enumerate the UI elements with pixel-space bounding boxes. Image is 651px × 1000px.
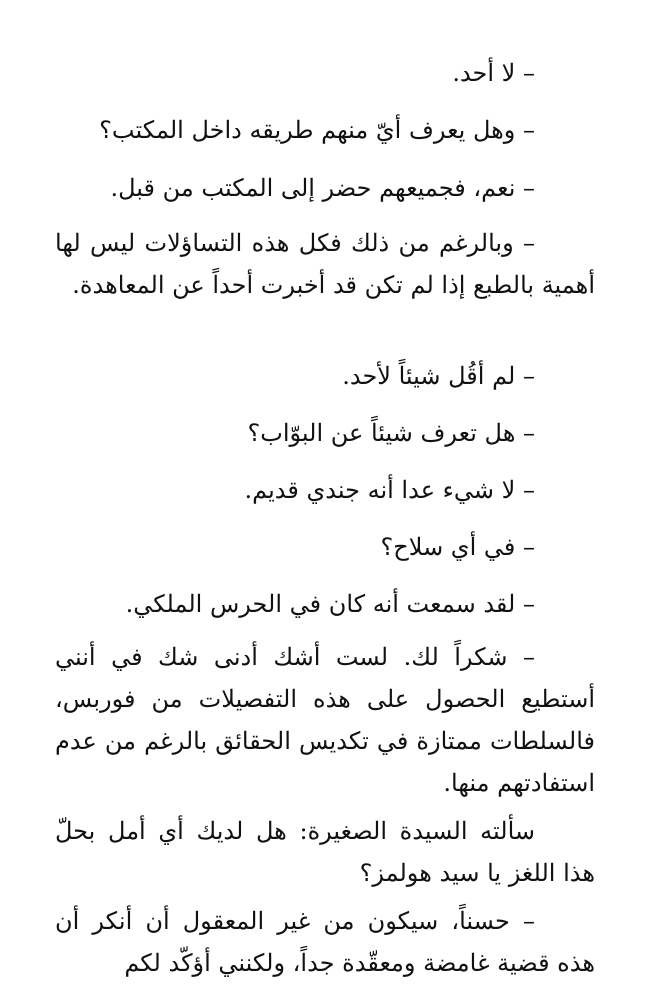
- paragraph: – لقد سمعت أنه كان في الحرس الملكي.: [125, 590, 535, 618]
- paragraph: – نعم، فجميعهم حضر إلى المكتب من قبل.: [110, 174, 535, 202]
- paragraph: – وهل يعرف أيّ منهم طريقه داخل المكتب؟: [99, 116, 535, 144]
- paragraph: سألته السيدة الصغيرة: هل لديك أي أمل بحلّ هذا اللغز يا سيد هولمز؟: [55, 817, 595, 887]
- paragraph: – في أي سلاح؟: [380, 533, 535, 561]
- paragraph: – لا شيء عدا أنه جندي قديم.: [244, 476, 535, 504]
- paragraph: – شكراً لك. لست أشك أدنى شك في أنني أستطيع الحصول على هذه التفصيلات من فوربس، فالسلطات ممتازة في تكديس الحقائق بالرغم من عدم استفادتهم منها.: [55, 643, 595, 797]
- paragraph: – وبالرغم من ذلك فكل هذه التساؤلات ليس لها أهمية بالطبع إذا لم تكن قد أخبرت أحداً عن المعاهدة.: [55, 229, 595, 299]
- paragraph: – لا أحد.: [452, 59, 535, 87]
- paragraph: – هل تعرف شيئاً عن البوّاب؟: [247, 419, 535, 447]
- paragraph: – حسناً، سيكون من غير المعقول أن أنكر أن هذه قضية غامضة ومعقّدة جداً، ولكنني أؤكّد لكم: [55, 907, 595, 977]
- paragraph: – لم أقُل شيئاً لأحد.: [342, 362, 535, 390]
